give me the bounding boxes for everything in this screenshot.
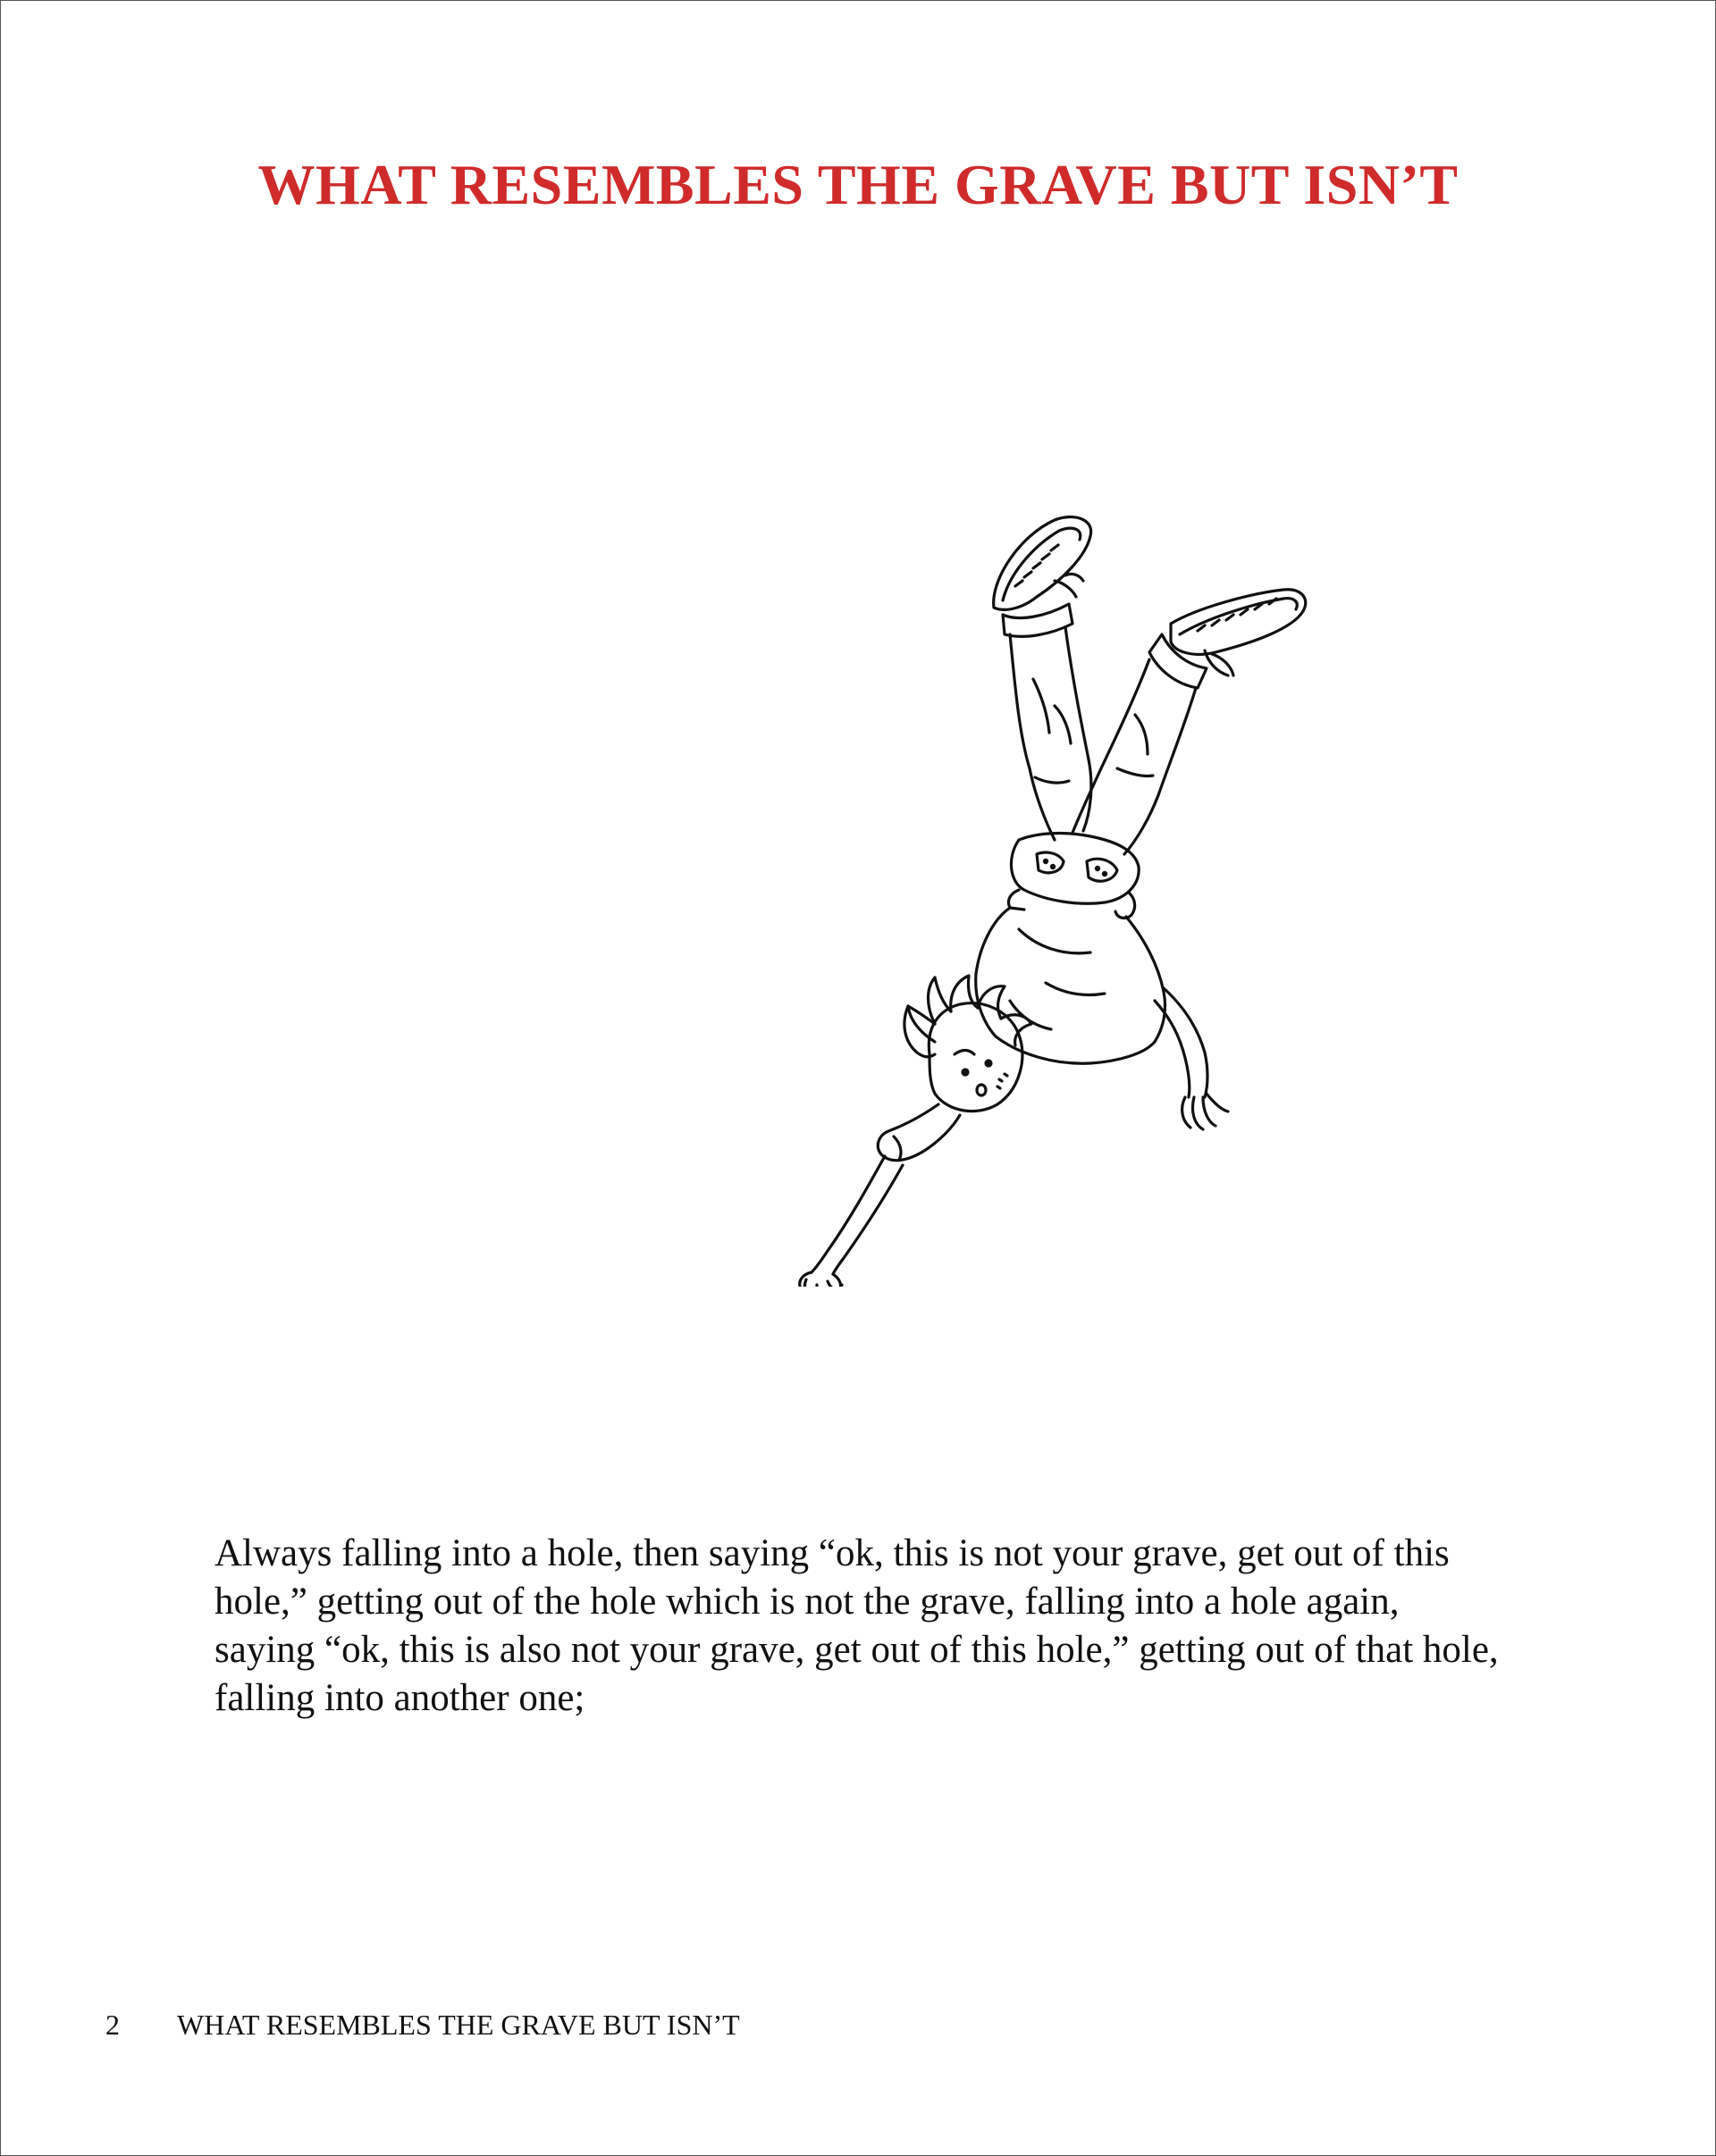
head: [904, 976, 1031, 1112]
left-leg: [1003, 604, 1091, 840]
page-title: WHAT RESEMBLES THE GRAVE BUT ISN’T: [257, 153, 1459, 216]
page-footer: [105, 2009, 740, 2042]
left-arm: [800, 1156, 903, 1287]
falling-boy-illustration: [751, 500, 1341, 1287]
body-paragraph: Always falling into a hole, then saying “ok, this is not your grave, get out of this hole,” getting out of the hole which is not the grave, falling into a hole again, saying “ok, this is also not your grave, get out of this hole,” getting out of that hole, falling into another one;: [214, 1532, 1499, 1719]
hips: [1008, 834, 1139, 919]
left-shoe: [994, 517, 1091, 610]
right-leg: [1072, 634, 1207, 854]
page-number: 2: [105, 2009, 120, 2041]
running-head: WHAT RESEMBLES THE GRAVE BUT ISN’T: [177, 2009, 740, 2041]
left-sleeve: [878, 1104, 960, 1161]
